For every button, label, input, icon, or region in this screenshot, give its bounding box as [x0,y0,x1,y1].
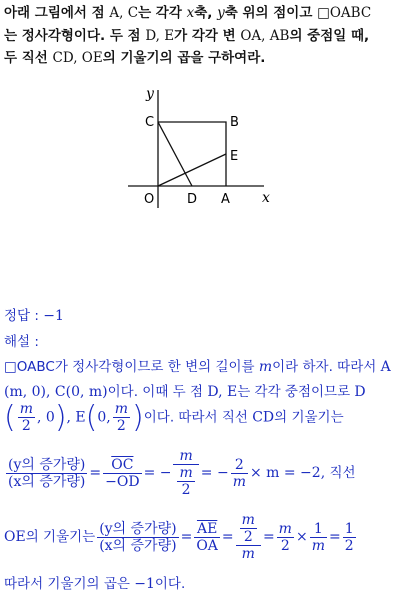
label-x: x [262,190,270,206]
explanation-label: 해설 : [4,334,39,350]
frac-2-over-m: $\frac{2}{m}$ [232,456,246,490]
frac-m-over-m2: m m 2 [173,448,198,498]
line-oe [158,154,226,186]
line-cd [158,122,192,186]
square-oabc [158,122,226,186]
frac-increase-ratio-2: $\frac{\text{(y의 증가량)}}{\text{(x의 증가량)}}$ [99,520,177,554]
frac-m-over-2: $\frac{m}{2}$ [19,401,33,434]
frac-inner-m-2: m 2 [179,465,193,498]
frac-m-over-2-e: $\frac{m}{2}$ [114,401,129,434]
problem-line-3: 두 직선 CD, OE의 기울기의 곱을 구하여라. [4,50,266,66]
explanation-line-3: ( $\frac{m}{2}$ , 0), E(0, $\frac{m}{2}$ )이다. 따라서 직선 CD의 기울기는 [4,400,344,435]
answer-line: 정답 : −1 [4,308,64,324]
frac-ae-over-oa: $\frac{\overline{AE}}{OA}$ [196,520,218,554]
frac-m2-num [236,512,261,546]
frac-m-over-2c: $\frac{m}{2}$ [278,520,292,554]
label-c: C [145,115,155,130]
frac-inner-m-2b: $\frac{m}{2}$ [241,512,255,545]
label-b: B [230,115,239,130]
final-line: 따라서 기울기의 곱은 −1이다. [4,576,186,592]
label-o: O [144,192,155,207]
explanation-line-1: □OABC가 정사각형이므로 한 변의 길이를 m이라 하자. 따라서 A [4,359,391,375]
geometry-figure [120,84,280,214]
explanation-line-2: (m, 0), C(0, m)이다. 이때 두 점 D, E는 각각 중점이므로 D [4,384,366,400]
problem-line-2: 는 정사각형이다. 두 점 D, E가 각각 변 OA, AB의 중점일 때, [4,27,370,44]
frac-m2-over-m: $\frac{\frac{m}{2}}{m}$ [236,512,261,562]
explanation-line-5: OE의 기울기는 $\frac{\text{(y의 증가량)}}{\text{(x의 증가량)}}$ = $\frac{\overline{AE}}{OA}$ = $\frac{\frac{m}{2}}{m}$ = $\frac{m}{2}$ × $\frac{1}{m}$ = $\frac{1}{2}$ [4,512,354,562]
frac-1-over-2: $\frac{1}{2}$ [344,520,354,554]
label-a: A [221,192,230,207]
frac-increase-ratio: $\frac{\text{(y의 증가량)}}{\text{(x의 증가량)}}$ [8,456,86,490]
frac-1-over-m: $\frac{1}{m}$ [311,520,325,554]
frac-oc-over-od: $\frac{\overline{OC}}{-OD}$ [105,456,140,490]
label-d: D [187,192,198,207]
problem-text [4,2,396,70]
label-e: E [230,149,239,164]
label-y: y [146,86,154,102]
explanation-line-4: $\frac{\text{(y의 증가량)}}{\text{(x의 증가량)}}$ = $\frac{\overline{OC}}{-OD}$ = − m m 2 = − $\frac{2}{m}$ × m = −2, 직선 [8,448,356,498]
problem-line-1: 아래 그림에서 점 A, C는 각각 x축, y축 위의 점이고 □OABC [4,5,372,21]
